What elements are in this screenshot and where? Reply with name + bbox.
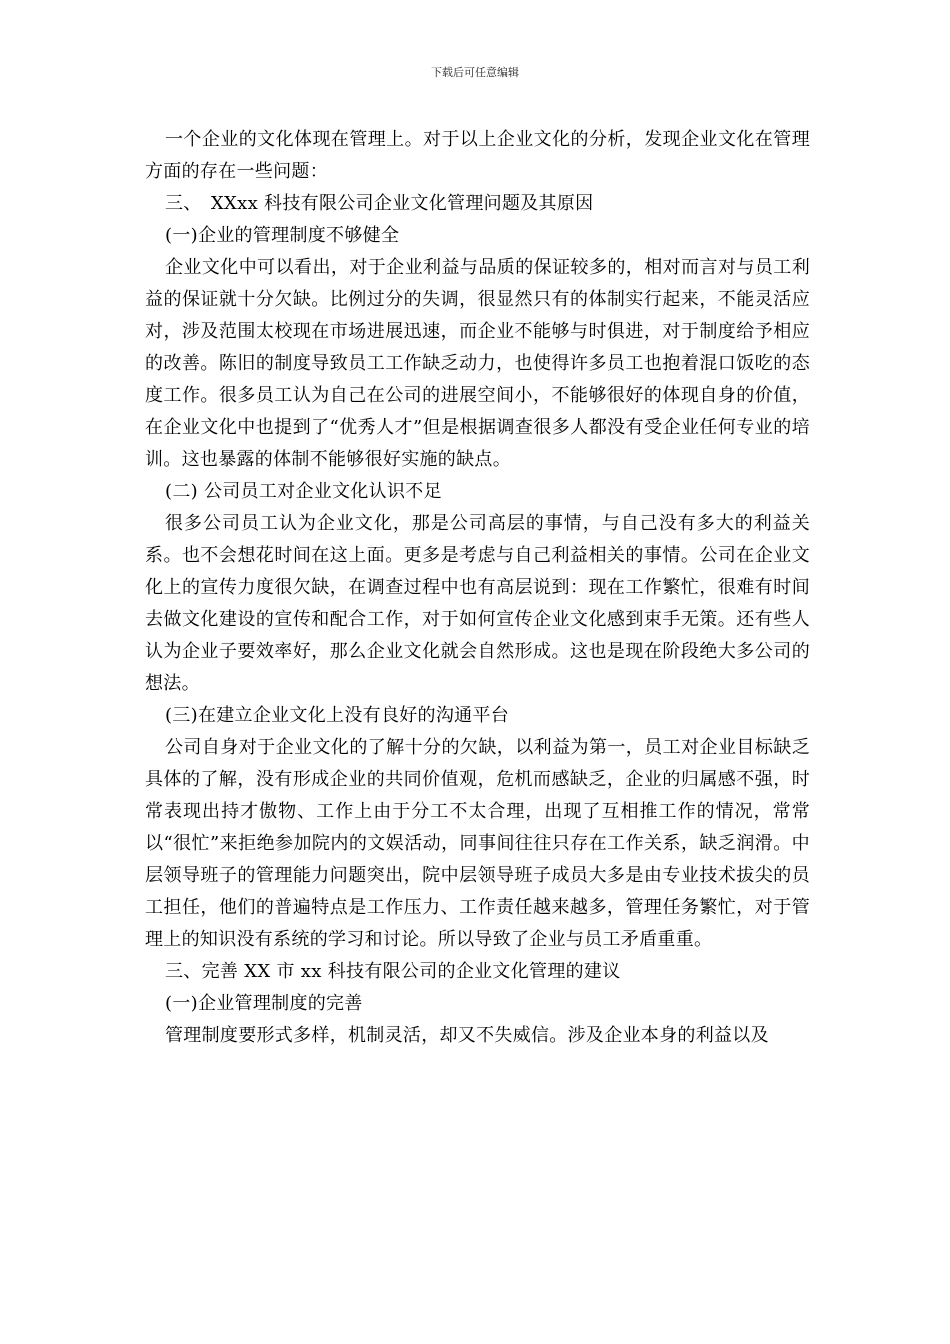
paragraph: 管理制度要形式多样，机制灵活，却又不失威信。涉及企业本身的利益以及 [165, 1025, 769, 1046]
document-body [145, 124, 810, 1052]
subsection-heading: (三)在建立企业文化上没有良好的沟通平台 [165, 705, 510, 726]
paragraph: 企业文化中可以看出，对于企业利益与品质的保证较多的，相对而言对与员工利益的保证就十分欠缺。比例过分的失调，很显然只有的体制实行起来，不能灵活应对，涉及范围太校现在市场进展迅速，而企业不能够与时俱进，对于制度给予相应的改善。陈旧的制度导致员工工作缺乏动力，也使得许多员工也抱着混口饭吃的态度工作。很多员工认为自己在公司的进展空间小，不能够很好的体现自身的价值，在企业文化中也提到了“优秀人才”但是根据调查很多人都没有受企业任何专业的培训。这也暴露的体制不能够很好实施的缺点。 [145, 257, 810, 470]
paragraph: 公司自身对于企业文化的了解十分的欠缺，以利益为第一，员工对企业目标缺乏具体的了解，没有形成企业的共同价值观，危机而感缺乏，企业的归属感不强，时常表现出持才傲物、工作上由于分工不太合理，出现了互相推工作的情况，常常以“很忙”来拒绝参加院内的文娱活动，同事间往往只存在工作关系，缺乏润滑。中层领导班子的管理能力问题突出，院中层领导班子成员大多是由专业技术拔尖的员工担任，他们的普遍特点是工作压力、工作责任越来越多，管理任务繁忙，对于管理上的知识没有系统的学习和讨论。所以导致了企业与员工矛盾重重。 [145, 737, 810, 950]
paragraph: 一个企业的文化体现在管理上。对于以上企业文化的分析，发现企业文化在管理方面的存在一些问题： [145, 129, 810, 182]
section-heading: 三、完善 XX 市 xx 科技有限公司的企业文化管理的建议 [165, 961, 621, 982]
page-header: 下载后可任意编辑 [431, 66, 519, 79]
subsection-heading: (一)企业的管理制度不够健全 [165, 225, 400, 246]
subsection-heading: (一)企业管理制度的完善 [165, 993, 363, 1014]
section-heading: 三、 XXxx 科技有限公司企业文化管理问题及其原因 [165, 193, 594, 214]
paragraph: 很多公司员工认为企业文化，那是公司高层的事情，与自己没有多大的利益关系。也不会想花时间在这上面。更多是考虑与自己利益相关的事情。公司在企业文化上的宣传力度很欠缺，在调查过程中也有高层说到：现在工作繁忙，很难有时间去做文化建设的宣传和配合工作，对于如何宣传企业文化感到束手无策。还有些人认为企业子要效率好，那么企业文化就会自然形成。这也是现在阶段绝大多公司的想法。 [145, 513, 810, 694]
subsection-heading: (二) 公司员工对企业文化认识不足 [165, 481, 442, 502]
